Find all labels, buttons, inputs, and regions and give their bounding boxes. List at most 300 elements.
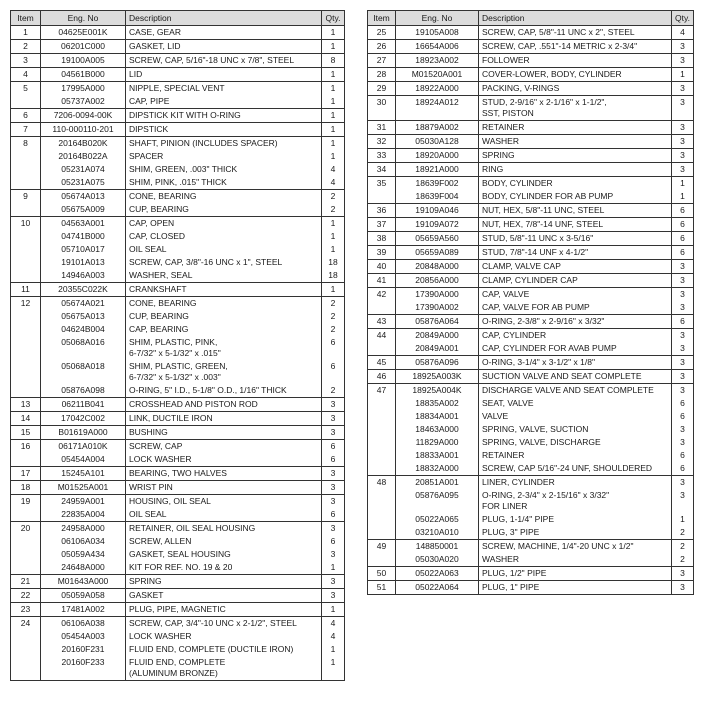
- part-description: SCREW, CAP, 3/8"-16 UNC x 1", STEEL: [126, 256, 322, 269]
- quantity: 3: [680, 490, 685, 500]
- eng-number: 05659A560: [396, 232, 479, 245]
- eng-number: 05231A074: [41, 163, 126, 176]
- part-lines: [41, 426, 344, 439]
- item-number: 16: [11, 440, 41, 466]
- part-description: CASE, GEAR: [126, 26, 322, 39]
- part-lines: [41, 217, 344, 282]
- quantity: 3: [680, 424, 685, 434]
- table-row: [41, 82, 344, 95]
- quantity: 3: [680, 371, 685, 381]
- table-row: [396, 397, 693, 410]
- table-row: [41, 230, 344, 243]
- part-group: [368, 356, 693, 370]
- part-group: [368, 135, 693, 149]
- part-lines: [396, 567, 693, 580]
- part-description: NUT, HEX, 7/8"-14 UNF, STEEL: [479, 218, 672, 231]
- table-row: [41, 656, 344, 680]
- eng-number: 24648A000: [41, 561, 126, 574]
- quantity: 6: [680, 316, 685, 326]
- eng-number: M01525A001: [41, 481, 126, 494]
- quantity: 1: [330, 231, 336, 241]
- eng-number: 05876A095: [396, 489, 479, 513]
- eng-number: 18920A000: [396, 149, 479, 162]
- table-row: [396, 82, 693, 95]
- part-group: [11, 617, 344, 680]
- part-description: SCREW, ALLEN: [126, 535, 322, 548]
- quantity: 3: [680, 385, 685, 395]
- part-description: FLUID END, COMPLETE (ALUMINUM BRONZE): [126, 656, 322, 680]
- eng-number: 05876A064: [396, 315, 479, 328]
- part-lines: [396, 476, 693, 539]
- part-lines: [41, 283, 344, 296]
- table-row: [396, 177, 693, 190]
- part-lines: [396, 96, 693, 120]
- part-description: FOLLOWER: [479, 54, 672, 67]
- eng-number: 05675A009: [41, 203, 126, 216]
- item-number: 31: [368, 121, 396, 134]
- part-lines: [41, 495, 344, 521]
- eng-number: 17390A002: [396, 301, 479, 314]
- quantity: 1: [330, 41, 336, 51]
- part-group: [11, 575, 344, 589]
- part-group: [11, 283, 344, 297]
- table-row: [396, 96, 693, 120]
- part-group: [368, 177, 693, 204]
- table-row: [41, 109, 344, 122]
- part-description: SEAT, VALVE: [479, 397, 672, 410]
- header-eng-no: Eng. No: [396, 11, 479, 25]
- table-row: [396, 540, 693, 553]
- part-description: WASHER, SEAL: [126, 269, 322, 282]
- part-lines: [41, 109, 344, 122]
- part-description: BODY, CYLINDER: [479, 177, 672, 190]
- part-lines: [41, 617, 344, 680]
- part-lines: [396, 68, 693, 81]
- table-row: [41, 217, 344, 230]
- part-lines: [41, 40, 344, 53]
- item-number: 15: [11, 426, 41, 439]
- part-lines: [396, 40, 693, 53]
- quantity: 3: [680, 330, 685, 340]
- item-number: 30: [368, 96, 396, 120]
- part-description: HOUSING, OIL SEAL: [126, 495, 322, 508]
- eng-number: 18925A004K: [396, 384, 479, 397]
- table-row: [396, 26, 693, 39]
- part-group: [368, 288, 693, 315]
- eng-number: 06201C000: [41, 40, 126, 53]
- parts-table-left: [10, 10, 345, 681]
- eng-number: 19105A008: [396, 26, 479, 39]
- item-number: 45: [368, 356, 396, 369]
- part-group: [368, 40, 693, 54]
- quantity: 3: [680, 343, 685, 353]
- part-group: [11, 40, 344, 54]
- eng-number: 18835A002: [396, 397, 479, 410]
- quantity: 3: [680, 275, 685, 285]
- quantity: 1: [330, 83, 336, 93]
- table-row: [396, 423, 693, 436]
- part-description: BODY, CYLINDER FOR AB PUMP: [479, 190, 672, 203]
- item-number: 50: [368, 567, 396, 580]
- quantity: 1: [330, 657, 336, 667]
- part-lines: [396, 82, 693, 95]
- table-row: [396, 476, 693, 489]
- part-description: SHIM, PLASTIC, PINK, 6-7/32" x 5-1/32" x .015": [126, 336, 322, 360]
- part-description: DISCHARGE VALVE AND SEAT COMPLETE: [479, 384, 672, 397]
- part-group: [368, 581, 693, 594]
- item-number: 11: [11, 283, 41, 296]
- table-header: [11, 11, 344, 26]
- table-row: [41, 561, 344, 574]
- part-description: SHAFT, PINION (INCLUDES SPACER): [126, 137, 322, 150]
- item-number: 14: [11, 412, 41, 425]
- part-description: O-RING, 3-1/4" x 3-1/2" x 1/8": [479, 356, 672, 369]
- part-description: STUD, 5/8"-11 UNC x 3-5/16": [479, 232, 672, 245]
- part-description: STUD, 2-9/16" x 2-1/16" x 1-1/2", SST, PISTON: [479, 96, 672, 120]
- part-description: SCREW, MACHINE, 1/4"-20 UNC x 1/2": [479, 540, 672, 553]
- quantity: 3: [680, 568, 685, 578]
- table-row: [396, 526, 693, 539]
- part-description: DIPSTICK KIT WITH O-RING: [126, 109, 322, 122]
- quantity: 3: [680, 477, 685, 487]
- quantity: 18: [328, 257, 338, 267]
- eng-number: 05068A018: [41, 360, 126, 384]
- part-description: STUD, 7/8"-14 UNF x 4-1/2": [479, 246, 672, 259]
- eng-number: 05876A096: [396, 356, 479, 369]
- part-lines: [396, 163, 693, 176]
- eng-number: 05674A013: [41, 190, 126, 203]
- part-lines: [396, 121, 693, 134]
- table-row: [396, 342, 693, 355]
- quantity: 6: [680, 411, 685, 421]
- eng-number: 18832A000: [396, 462, 479, 475]
- eng-number: 05710A017: [41, 243, 126, 256]
- part-lines: [41, 297, 344, 397]
- part-group: [11, 412, 344, 426]
- part-description: SPRING: [479, 149, 672, 162]
- quantity: 1: [330, 151, 336, 161]
- part-group: [11, 522, 344, 575]
- part-lines: [41, 575, 344, 588]
- quantity: 2: [680, 527, 685, 537]
- eng-number: 19101A013: [41, 256, 126, 269]
- table-row: [396, 246, 693, 259]
- table-row: [396, 329, 693, 342]
- quantity: 1: [680, 514, 685, 524]
- eng-number: 18879A002: [396, 121, 479, 134]
- quantity: 8: [330, 55, 336, 65]
- item-number: 9: [11, 190, 41, 216]
- table-row: [396, 462, 693, 475]
- quantity: 1: [330, 110, 336, 120]
- table-row: [396, 163, 693, 176]
- part-description: KIT FOR REF. NO. 19 & 20: [126, 561, 322, 574]
- item-number: 2: [11, 40, 41, 53]
- eng-number: 05068A016: [41, 336, 126, 360]
- table-row: [41, 575, 344, 588]
- quantity: 1: [330, 96, 336, 106]
- part-group: [11, 297, 344, 398]
- item-number: 22: [11, 589, 41, 602]
- table-row: [396, 553, 693, 566]
- part-description: GASKET: [126, 589, 322, 602]
- item-number: 37: [368, 218, 396, 231]
- quantity: 1: [330, 124, 336, 134]
- part-lines: [41, 589, 344, 602]
- table-row: [41, 163, 344, 176]
- part-lines: [396, 218, 693, 231]
- part-description: CAP, OPEN: [126, 217, 322, 230]
- part-description: PLUG, 3" PIPE: [479, 526, 672, 539]
- part-group: [368, 567, 693, 581]
- quantity: 3: [330, 523, 336, 533]
- quantity: 2: [330, 324, 336, 334]
- eng-number: 18922A000: [396, 82, 479, 95]
- table-row: [396, 436, 693, 449]
- table-row: [41, 589, 344, 602]
- quantity: 6: [680, 398, 685, 408]
- quantity: 3: [330, 468, 336, 478]
- part-lines: [41, 467, 344, 480]
- eng-number: 11829A000: [396, 436, 479, 449]
- quantity: 1: [330, 218, 336, 228]
- table-row: [41, 617, 344, 630]
- table-row: [41, 426, 344, 439]
- part-description: SHIM, PINK, .015" THICK: [126, 176, 322, 189]
- quantity: 6: [680, 463, 685, 473]
- table-row: [41, 123, 344, 136]
- eng-number: 20160F231: [41, 643, 126, 656]
- table-row: [396, 274, 693, 287]
- part-description: WASHER: [479, 553, 672, 566]
- eng-number: 05022A063: [396, 567, 479, 580]
- part-lines: [396, 540, 693, 566]
- part-description: CAP, PIPE: [126, 95, 322, 108]
- quantity: 6: [680, 233, 685, 243]
- quantity: 1: [330, 644, 336, 654]
- eng-number: 05022A065: [396, 513, 479, 526]
- quantity: 3: [680, 261, 685, 271]
- item-number: 28: [368, 68, 396, 81]
- quantity: 1: [330, 27, 336, 37]
- quantity: 3: [330, 549, 336, 559]
- table-row: [41, 548, 344, 561]
- quantity: 3: [680, 164, 685, 174]
- part-group: [368, 26, 693, 40]
- part-description: CUP, BEARING: [126, 203, 322, 216]
- eng-number: 04561B000: [41, 68, 126, 81]
- quantity: 1: [680, 191, 685, 201]
- part-group: [11, 481, 344, 495]
- part-description: SCREW, CAP 5/16"-24 UNF, SHOULDERED: [479, 462, 672, 475]
- table-row: [41, 440, 344, 453]
- part-group: [368, 384, 693, 476]
- quantity: 1: [330, 562, 336, 572]
- part-lines: [41, 137, 344, 189]
- part-description: CUP, BEARING: [126, 310, 322, 323]
- part-group: [11, 217, 344, 283]
- table-row: [41, 137, 344, 150]
- part-description: BUSHING: [126, 426, 322, 439]
- header-description: Description: [126, 11, 322, 25]
- part-group: [11, 54, 344, 68]
- quantity: 6: [330, 361, 336, 371]
- table-row: [41, 269, 344, 282]
- part-lines: [396, 260, 693, 273]
- part-group: [368, 315, 693, 329]
- quantity: 2: [330, 204, 336, 214]
- quantity: 3: [680, 357, 685, 367]
- eng-number: 18833A001: [396, 449, 479, 462]
- item-number: 40: [368, 260, 396, 273]
- part-description: SCREW, CAP, 5/16"-18 UNC x 7/8", STEEL: [126, 54, 322, 67]
- eng-number: 20849A001: [396, 342, 479, 355]
- eng-number: 18834A001: [396, 410, 479, 423]
- eng-number: 20160F233: [41, 656, 126, 680]
- eng-number: 05454A004: [41, 453, 126, 466]
- quantity: 1: [330, 244, 336, 254]
- eng-number: 03210A010: [396, 526, 479, 539]
- part-description: GASKET, LID: [126, 40, 322, 53]
- part-lines: [396, 581, 693, 594]
- part-description: BEARING, TWO HALVES: [126, 467, 322, 480]
- table-row: [41, 643, 344, 656]
- eng-number: 20355C022K: [41, 283, 126, 296]
- table-row: [396, 513, 693, 526]
- table-row: [396, 68, 693, 81]
- part-group: [11, 589, 344, 603]
- part-group: [11, 426, 344, 440]
- part-lines: [396, 177, 693, 203]
- item-number: 47: [368, 384, 396, 475]
- part-group: [368, 163, 693, 177]
- part-group: [11, 109, 344, 123]
- item-number: 38: [368, 232, 396, 245]
- part-lines: [41, 26, 344, 39]
- item-number: 18: [11, 481, 41, 494]
- eng-number: 05675A013: [41, 310, 126, 323]
- table-row: [41, 297, 344, 310]
- part-description: VALVE: [479, 410, 672, 423]
- part-group: [368, 260, 693, 274]
- item-number: 21: [11, 575, 41, 588]
- eng-number: 05030A128: [396, 135, 479, 148]
- item-number: 6: [11, 109, 41, 122]
- eng-number: 20856A000: [396, 274, 479, 287]
- table-row: [396, 567, 693, 580]
- part-group: [368, 218, 693, 232]
- eng-number: 19100A005: [41, 54, 126, 67]
- part-group: [11, 398, 344, 412]
- quantity: 6: [680, 219, 685, 229]
- eng-number: 19109A046: [396, 204, 479, 217]
- eng-number: 05231A075: [41, 176, 126, 189]
- part-description: SCREW, CAP, 3/4"-10 UNC x 2-1/2", STEEL: [126, 617, 322, 630]
- part-group: [11, 603, 344, 617]
- quantity: 6: [330, 536, 336, 546]
- quantity: 1: [680, 69, 685, 79]
- quantity: 2: [330, 385, 336, 395]
- item-number: 43: [368, 315, 396, 328]
- item-number: 4: [11, 68, 41, 81]
- part-description: RING: [479, 163, 672, 176]
- eng-number: 04563A001: [41, 217, 126, 230]
- part-lines: [396, 26, 693, 39]
- part-group: [368, 329, 693, 356]
- quantity: 3: [680, 55, 685, 65]
- part-lines: [396, 232, 693, 245]
- table-row: [41, 40, 344, 53]
- part-description: NIPPLE, SPECIAL VENT: [126, 82, 322, 95]
- part-lines: [396, 246, 693, 259]
- eng-number: M01643A000: [41, 575, 126, 588]
- part-group: [11, 123, 344, 137]
- table-row: [396, 260, 693, 273]
- part-group: [11, 495, 344, 522]
- eng-number: 05454A003: [41, 630, 126, 643]
- table-row: [396, 581, 693, 594]
- part-description: CROSSHEAD AND PISTON ROD: [126, 398, 322, 411]
- table-row: [41, 176, 344, 189]
- header-description: Description: [479, 11, 672, 25]
- quantity: 1: [330, 138, 336, 148]
- eng-number: 20851A001: [396, 476, 479, 489]
- part-description: SPACER: [126, 150, 322, 163]
- item-number: 7: [11, 123, 41, 136]
- eng-number: 24958A000: [41, 522, 126, 535]
- part-description: LOCK WASHER: [126, 630, 322, 643]
- table-row: [41, 467, 344, 480]
- part-description: CAP, VALVE: [479, 288, 672, 301]
- quantity: 3: [330, 496, 336, 506]
- table-row: [41, 243, 344, 256]
- table-row: [41, 603, 344, 616]
- item-number: 5: [11, 82, 41, 108]
- table-row: [41, 26, 344, 39]
- quantity: 4: [680, 27, 685, 37]
- quantity: 3: [680, 302, 685, 312]
- quantity: 1: [330, 284, 336, 294]
- part-lines: [396, 274, 693, 287]
- eng-number: 18921A000: [396, 163, 479, 176]
- table-row: [41, 481, 344, 494]
- table-row: [396, 301, 693, 314]
- part-description: O-RING, 2-3/4" x 2-15/16" x 3/32" FOR LINER: [479, 489, 672, 513]
- part-description: SUCTION VALVE AND SEAT COMPLETE: [479, 370, 672, 383]
- quantity: 3: [330, 413, 336, 423]
- part-lines: [396, 329, 693, 355]
- item-number: 19: [11, 495, 41, 521]
- item-number: 32: [368, 135, 396, 148]
- part-description: OIL SEAL: [126, 508, 322, 521]
- table-row: [41, 310, 344, 323]
- parts-table-right: [367, 10, 694, 595]
- quantity: 3: [680, 289, 685, 299]
- item-number: 36: [368, 204, 396, 217]
- eng-number: 148850001: [396, 540, 479, 553]
- part-description: RETAINER: [479, 449, 672, 462]
- table-row: [41, 522, 344, 535]
- table-row: [41, 495, 344, 508]
- part-group: [11, 26, 344, 40]
- table-row: [396, 384, 693, 397]
- table-row: [41, 535, 344, 548]
- quantity: 4: [330, 177, 336, 187]
- eng-number: 16654A006: [396, 40, 479, 53]
- part-description: PLUG, 1-1/4" PIPE: [479, 513, 672, 526]
- part-lines: [396, 288, 693, 314]
- table-row: [41, 336, 344, 360]
